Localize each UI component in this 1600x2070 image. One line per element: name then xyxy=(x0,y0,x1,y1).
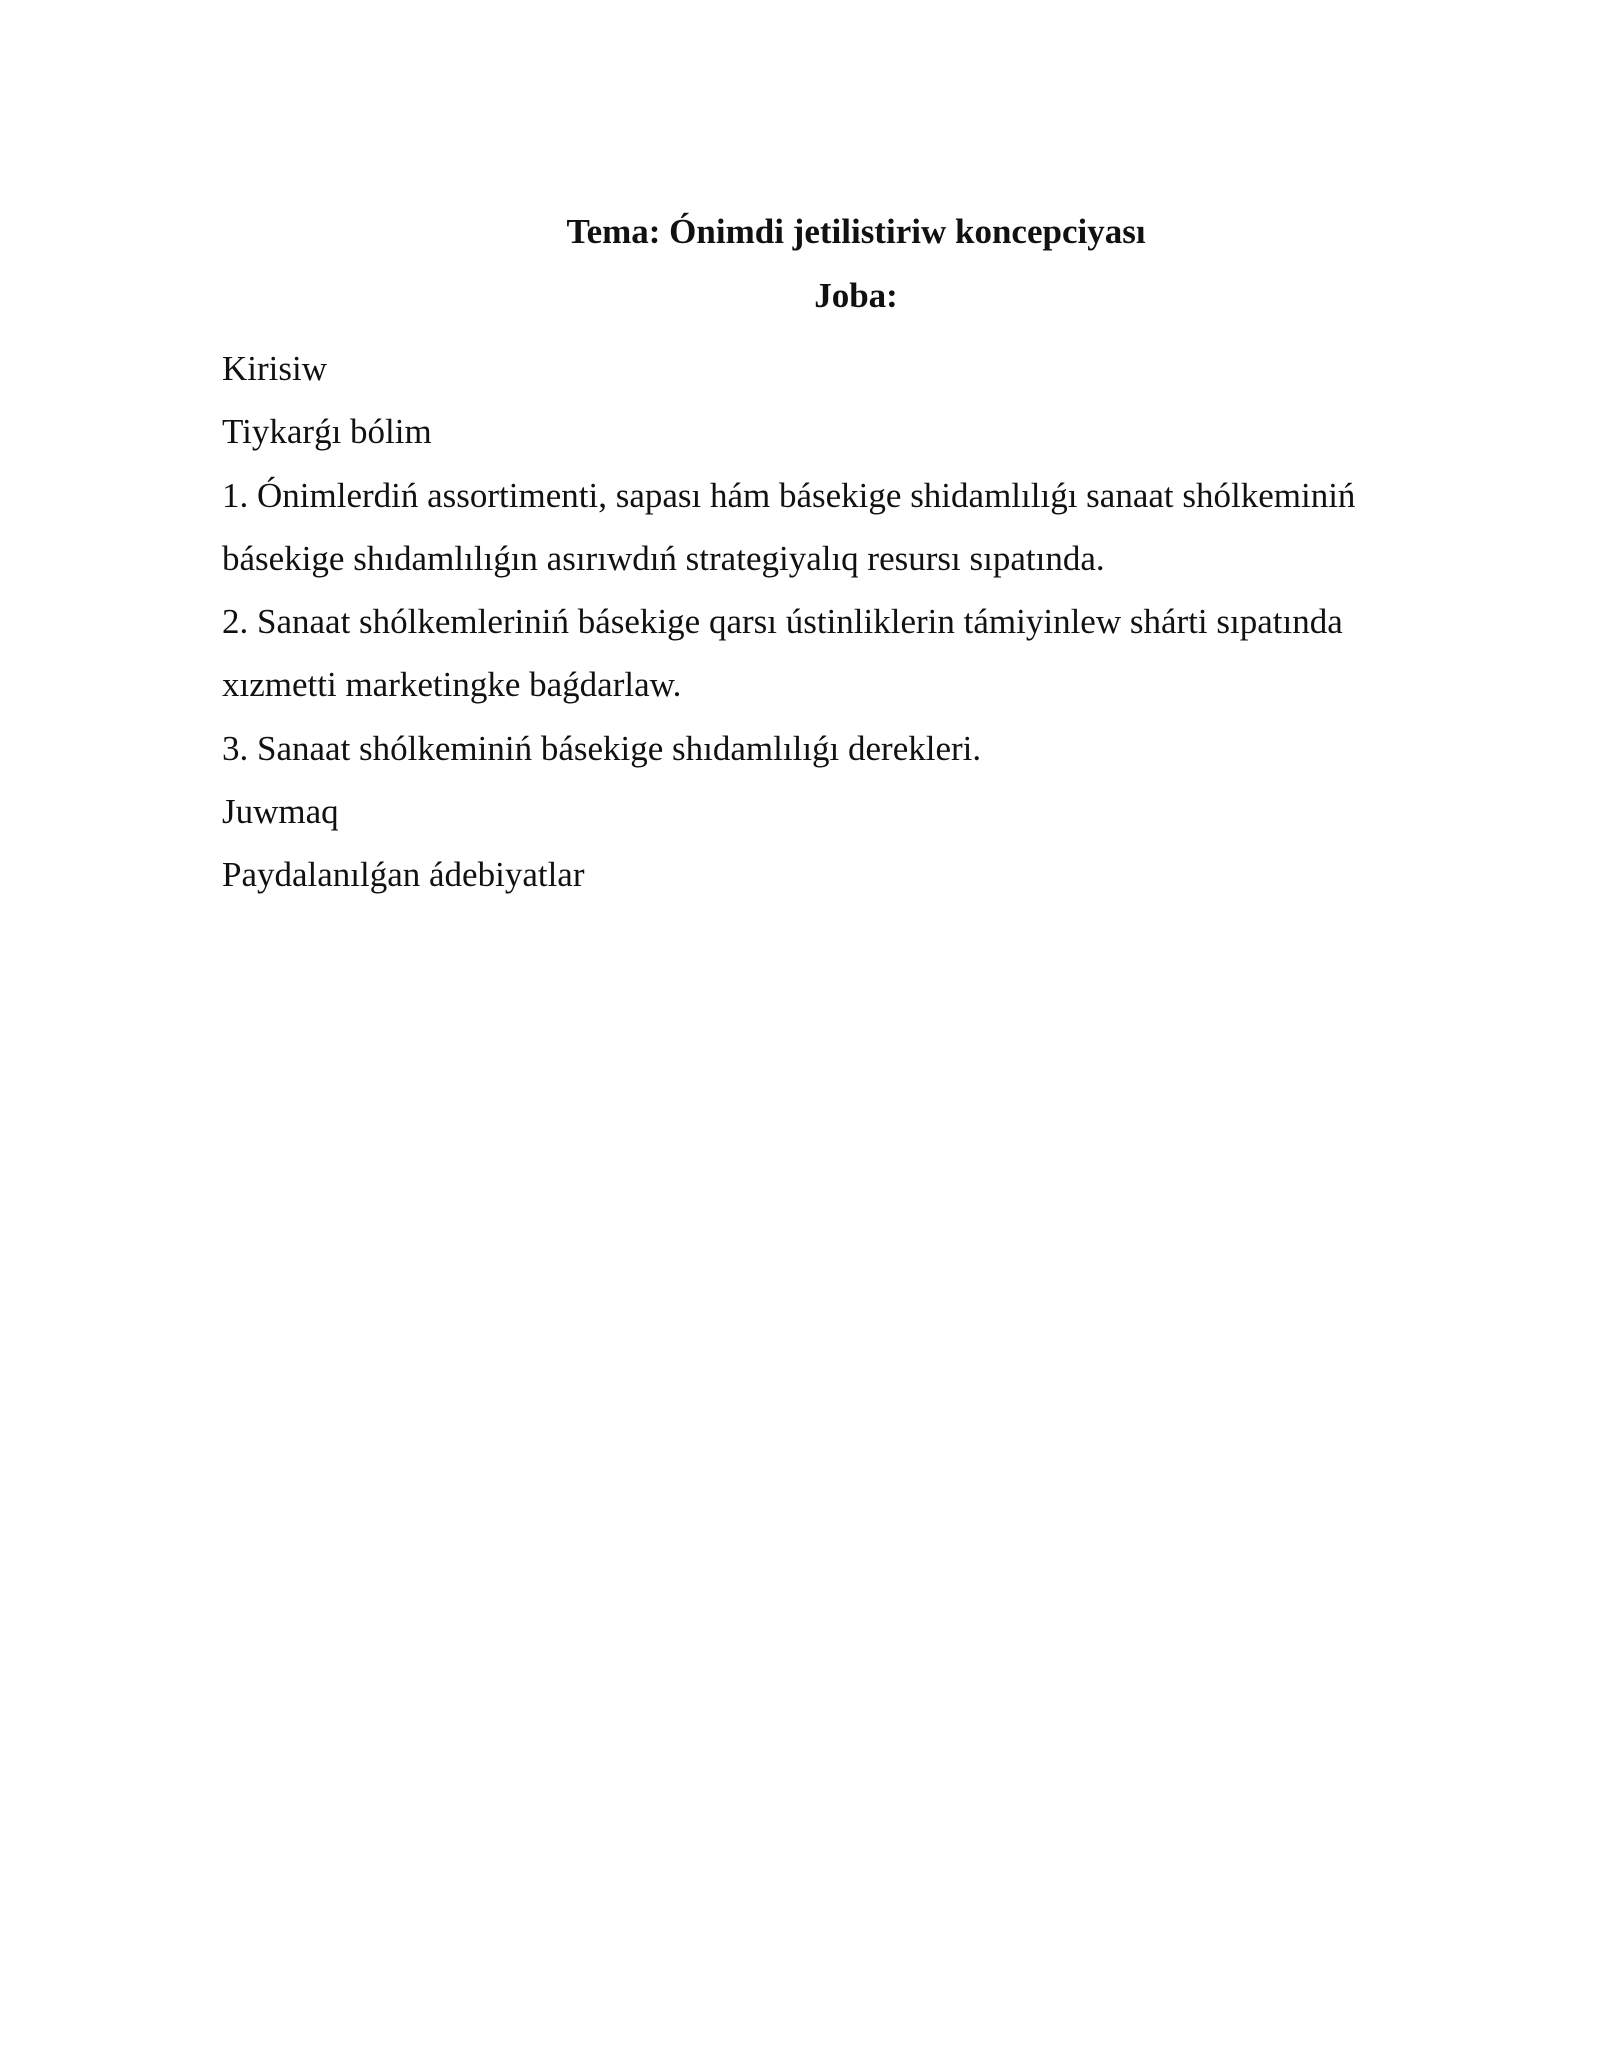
plan-item-2-line-1: 2. Sanaat shólkemleriniń básekige qarsı ústinliklerin támiyinlew shárti sıpatında xyxy=(222,602,1343,642)
plan-heading: Joba: xyxy=(814,276,898,315)
plan-item-main-part: Tiykarǵı bólim xyxy=(222,412,432,452)
plan-item-references: Paydalanılǵan ádebiyatlar xyxy=(222,855,585,895)
document-title: Tema: Ónimdi jetilistiriw koncepciyası xyxy=(566,212,1146,251)
plan-contents xyxy=(222,337,1462,907)
plan-item-3: 3. Sanaat shólkeminiń básekige shıdamlılıǵı derekleri. xyxy=(222,728,982,768)
plan-item-1-line-2: básekige shıdamlılıǵın asırıwdıń strategiyalıq resursı sıpatında. xyxy=(222,538,1105,578)
plan-item-introduction: Kirisiw xyxy=(222,349,327,388)
plan-item-1-line-1: 1. Ónimlerdiń assortimenti, sapası hám básekige shidamlılıǵı sanaat shólkeminiń xyxy=(222,475,1356,515)
plan-item-2-line-2: xızmetti marketingke baǵdarlaw. xyxy=(222,665,682,705)
plan-item-conclusion: Juwmaq xyxy=(222,792,339,832)
